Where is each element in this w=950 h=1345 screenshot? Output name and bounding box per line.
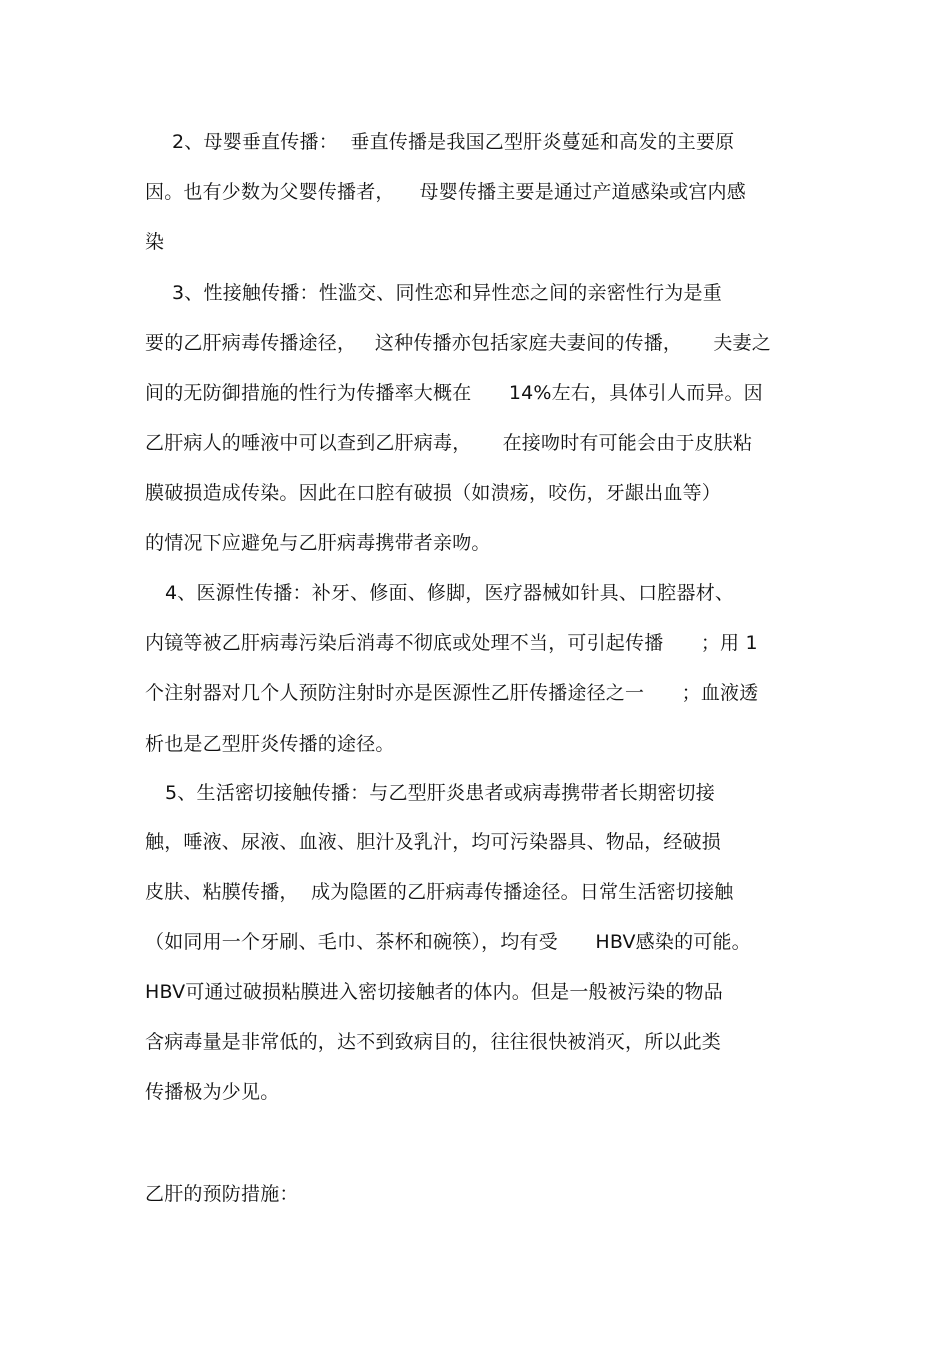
paragraph-line: 乙肝病人的唾液中可以查到乙肝病毒， 在接吻时有可能会由于皮肤粘 <box>145 432 753 454</box>
paragraph-line: 因。也有少数为父婴传播者， 母婴传播主要是通过产道感染或宫内感 <box>145 181 746 203</box>
paragraph-line: 析也是乙型肝炎传播的途径。 <box>145 733 395 755</box>
paragraph-line: 要的乙肝病毒传播途径， 这种传播亦包括家庭夫妻间的传播， 夫妻之 <box>145 332 771 354</box>
paragraph-line: 2、母婴垂直传播： 垂直传播是我国乙型肝炎蔓延和高发的主要原 <box>172 131 735 153</box>
paragraph-line: 5、生活密切接触传播：与乙型肝炎患者或病毒携带者长期密切接 <box>165 782 715 804</box>
paragraph-line: 触，唾液、尿液、血液、胆汁及乳汁，均可污染器具、物品，经破损 <box>145 831 722 853</box>
paragraph-line: 传播极为少见。 <box>145 1081 280 1103</box>
paragraph-line: 的情况下应避免与乙肝病毒携带者亲吻。 <box>145 532 491 554</box>
paragraph-line: 染 <box>145 231 165 253</box>
paragraph-line: 膜破损造成传染。因此在口腔有破损（如溃疡，咬伤，牙龈出血等） <box>145 482 722 504</box>
section-heading: 乙肝的预防措施： <box>145 1183 299 1205</box>
paragraph-line: 4、医源性传播：补牙、修面、修脚，医疗器械如针具、口腔器材、 <box>165 582 735 604</box>
paragraph-line: HBV可通过破损粘膜进入密切接触者的体内。但是一般被污染的物品 <box>145 981 723 1003</box>
paragraph-line: （如同用一个牙刷、毛巾、茶杯和碗筷），均有受 HBV感染的可能。 <box>145 931 751 953</box>
paragraph-line: 含病毒量是非常低的，达不到致病目的，往往很快被消灭，所以此类 <box>145 1031 722 1053</box>
paragraph-line: 皮肤、粘膜传播， 成为隐匿的乙肝病毒传播途径。日常生活密切接触 <box>145 881 734 903</box>
paragraph-line: 内镜等被乙肝病毒污染后消毒不彻底或处理不当，可引起传播 ；用 1 <box>145 632 758 654</box>
paragraph-line: 3、性接触传播：性滥交、同性恋和异性恋之间的亲密性行为是重 <box>172 282 722 304</box>
paragraph-line: 个注射器对几个人预防注射时亦是医源性乙肝传播途径之一 ；血液透 <box>145 682 759 704</box>
paragraph-line: 间的无防御措施的性行为传播率大概在 14%左右，具体引人而异。因 <box>145 382 763 404</box>
